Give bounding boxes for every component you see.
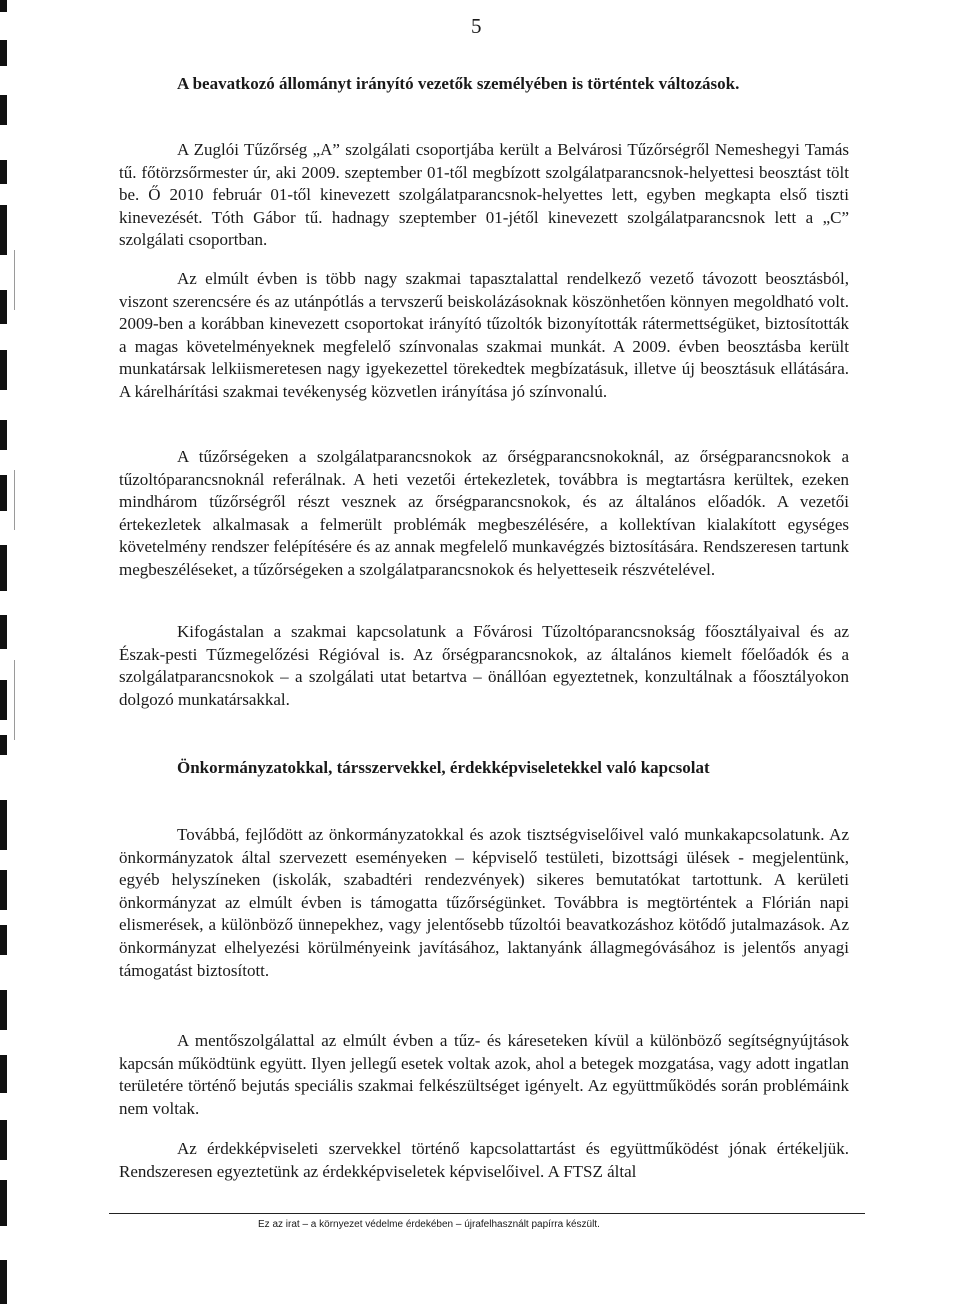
- page-number: 5: [471, 14, 482, 38]
- body-paragraph: A tűzőrségeken a szolgálatparancsnokok az őrségparancsnokoknál, az őrségparancsnokok a tűzoltóparancsnoknál referálnak. A heti vezetői értekezletek, továbbra is megtartásra kerültek, ezeken mindhárom tűzőrségről részt vesznek az őrségparancsnokok, és az általános előadók. A vezetői értekezletek alkalmasak a felmerült problémák megbeszélésére, a kollektívan kialakított egységes követelmény rendszer felépítésére és az annak megfelelő munkavégzés biztosítására. Rendszeresen tartunk megbeszéléseket, a tűzőrségeken a szolgálatparancsnokok és helyetteseik részvételével.: [119, 447, 849, 579]
- body-paragraph: A mentőszolgálattal az elmúlt évben a tűz- és káreseteken kívül a különböző segítségnyújtások kapcsán működtünk együtt. Ilyen jellegű esetek voltak azok, ahol a betegek mozgatása, vagy adott ingatlan területére történő bejutás speciális szakmai felkészültséget igényelt. Az együttműködés során problémáink nem voltak.: [119, 1031, 849, 1118]
- body-paragraph: Az elmúlt évben is több nagy szakmai tapasztalattal rendelkező vezető távozott beosztásból, viszont szerencsére és az utánpótlás a tervszerű beiskolázásoknak köszönhetően könnyen megoldható volt. 2009-ben a korábban kinevezett csoportokat irányító tűzoltók bizonyították rátermettségüket, biztosították a magas követelményeknek megfelelő színvonalas szakmai munkát. A 2009. évben beosztásba került munkatársak lelkiismeretesen nagy igyekezettel törekedtek megbízatásuk, illetve új beosztásuk ellátására. A kárelhárítási szakmai tevékenység közvetlen irányítása jó színvonalú.: [119, 269, 849, 401]
- body-paragraph: Az érdekképviseleti szervekkel történő kapcsolattartást és együttműködést jónak értékeljük. Rendszeresen egyeztetünk az érdekképviseletek képviselőivel. A FTSZ által: [119, 1139, 849, 1181]
- body-paragraph: A Zuglói Tűzőrség „A” szolgálati csoportjába került a Belvárosi Tűzőrségről Nemeshegyi Tamás tű. főtörzsőrmester úr, aki 2009. szeptember 01-től megbízott szolgálatparancsnok-helyettesi beosztást tölt be. Ő 2010 február 01-től kinevezett szolgálatparancsnok-helyettes lett, egyben megkapta első tiszti kinevezését. Tóth Gábor tű. hadnagy szeptember 01-jétől kinevezett szolgálatparancsnok lett a „C” szolgálati csoportban.: [119, 140, 849, 250]
- body-paragraph: Továbbá, fejlődött az önkormányzatokkal és azok tisztségviselőivel való munkakapcsolatunk. Az önkormányzatok által szervezett eseményeken – képviselő testületi, bizottsági ülések - megjelentünk, egyéb helyszíneken (iskolák, szabadtéri rendezvények) sikeres bemutatókat tartottunk. A kerületi önkormányzat az elmúlt évben is támogatta tűzőrségünket. Továbbra is megtörténtek a Flórián napi elismerések, a különböző ünnepekhez, vagy jelentősebb tűzoltói beavatkozáshoz kötődő jutalmazások. Az önkormányzat elhelyezési körülményeink javításához, laktanyánk állagmegóvásához is jelentős anyagi támogatást biztosított.: [119, 825, 849, 980]
- section-heading-leadership-changes: A beavatkozó állományt irányító vezetők személyében is történtek változások.: [177, 74, 740, 93]
- footer-divider: [109, 1213, 865, 1214]
- section-heading-partnerships: Önkormányzatokkal, társszervekkel, érdekképviseletekkel való kapcsolat: [177, 758, 710, 777]
- body-paragraph: Kifogástalan a szakmai kapcsolatunk a Fővárosi Tűzoltóparancsnokság főosztályaival és az Észak-pesti Tűzmegelőzési Régióval is. Az őrségparancsnokok, az általános kiemelt főelőadók és a szolgálatparancsnokok – a szolgálati utat betartva – önállóan egyeztetnek, konzultálnak a főosztályokon dolgozó munkatársakkal.: [119, 622, 849, 709]
- footer-recycled-paper-note: Ez az irat – a környezet védelme érdekében – újrafelhasznált papírra készült.: [258, 1219, 600, 1230]
